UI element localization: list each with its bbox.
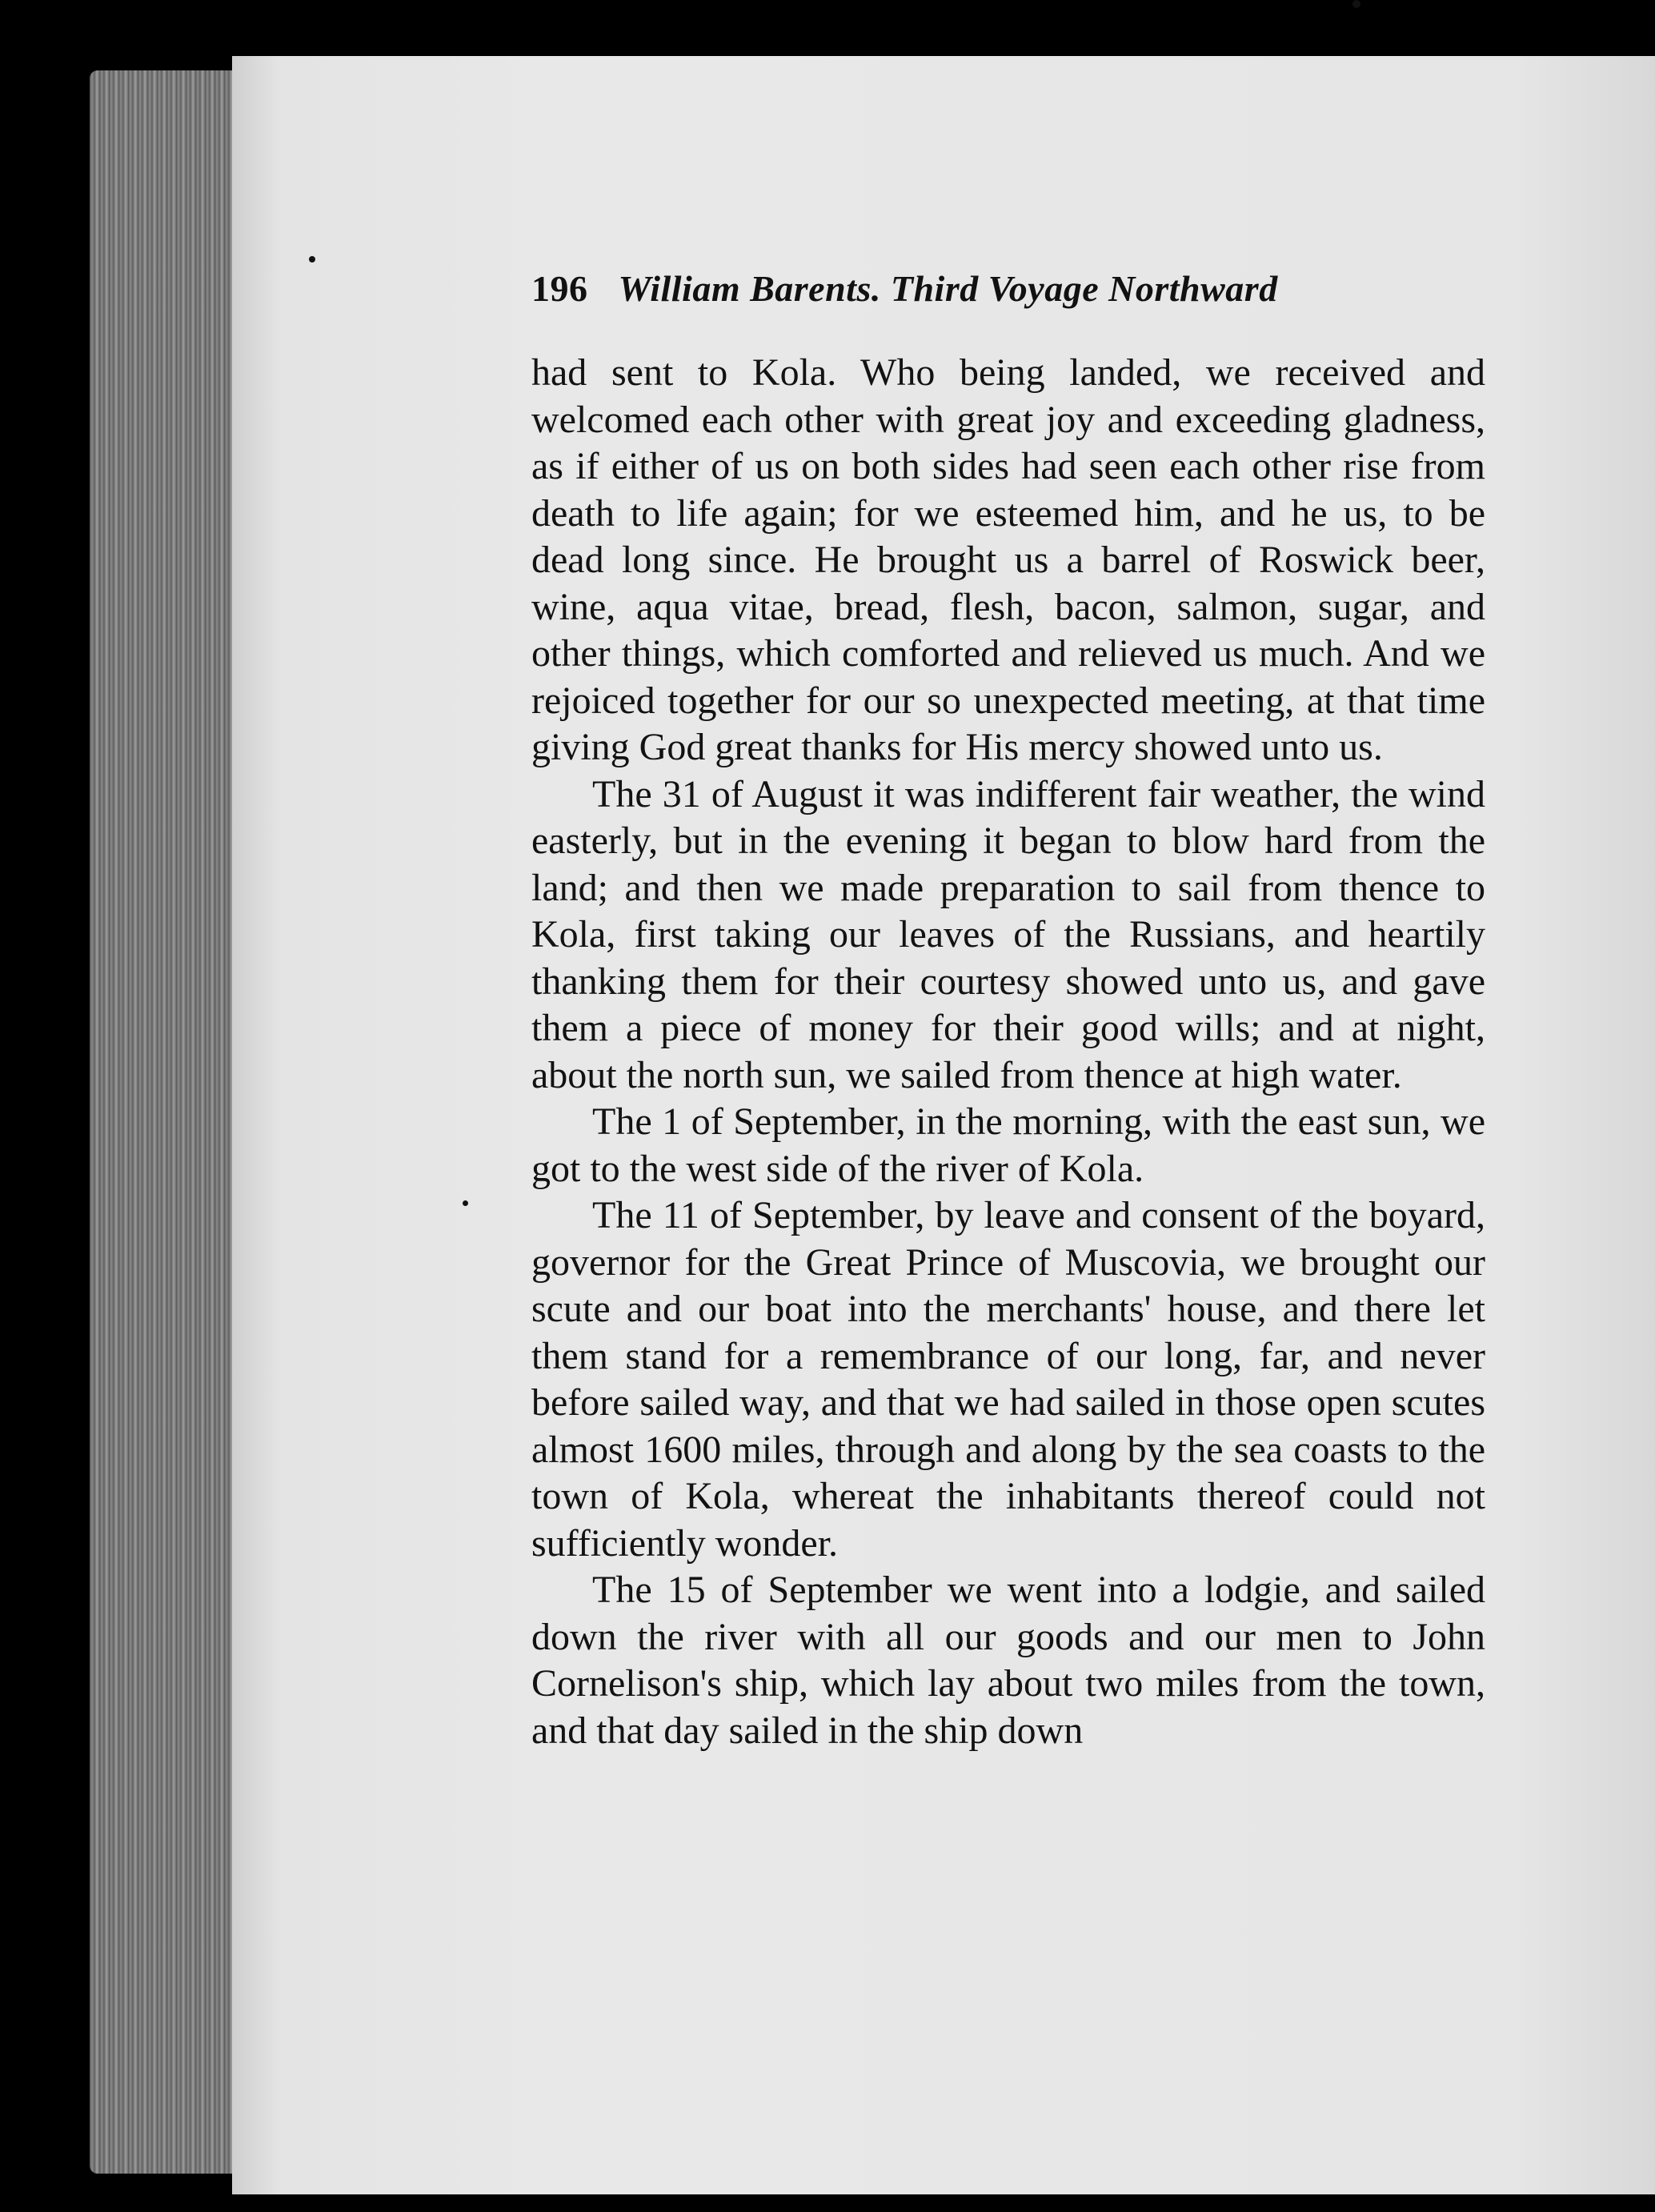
paragraph: The 15 of September we went into a lodgie, and sailed down the river with all our goods and our men to John Cornelison's ship, which lay about two miles from the town, and that day sailed in the ship down <box>531 1569 1485 1752</box>
page-number: 196 <box>531 268 588 309</box>
running-title: William Barents. Third Voyage Northward <box>618 268 1278 309</box>
dust-speck <box>463 1200 468 1206</box>
paragraph: had sent to Kola. Who being landed, we received and welcomed each other with great joy and exceeding gladness, as if either of us on both sides had seen each other rise from death to life again; for we esteemed him, and he us, to be dead long since. He brought us a barrel of Roswick beer, wine, aqua vitae, bread, flesh, bacon, salmon, sugar, and other things, which comforted and relieved us much. And we rejoiced together for our so unexpected meeting, at that time giving God great thanks for His mercy showed unto us. <box>531 351 1485 768</box>
paragraph: The 1 of September, in the morning, with the east sun, we got to the west side of the river of Kola. <box>531 1100 1485 1190</box>
running-head <box>531 267 1409 310</box>
body-text <box>531 350 1485 1754</box>
dust-speck <box>1352 0 1360 8</box>
page-edges <box>90 70 242 2174</box>
paragraph: The 31 of August it was indifferent fair weather, the wind easterly, but in the evening it began to blow hard from the land; and then we made preparation to sail from thence to Kola, first taking our leaves of the Russians, and heartily thanking them for their courtesy showed unto us, and gave them a piece of money for their good wills; and at night, about the north sun, we sailed from thence at high water. <box>531 772 1485 1096</box>
paragraph: The 11 of September, by leave and consent of the boyard, governor for the Great Prince of Muscovia, we brought our scute and our boat into the merchants' house, and there let them stand for a remembrance of our long, far, and never before sailed way, and that we had sailed in those open scutes almost 1600 miles, through and along by the sea coasts to the town of Kola, whereat the inhabitants thereof could not sufficiently wonder. <box>531 1194 1485 1565</box>
dust-speck <box>309 256 315 262</box>
